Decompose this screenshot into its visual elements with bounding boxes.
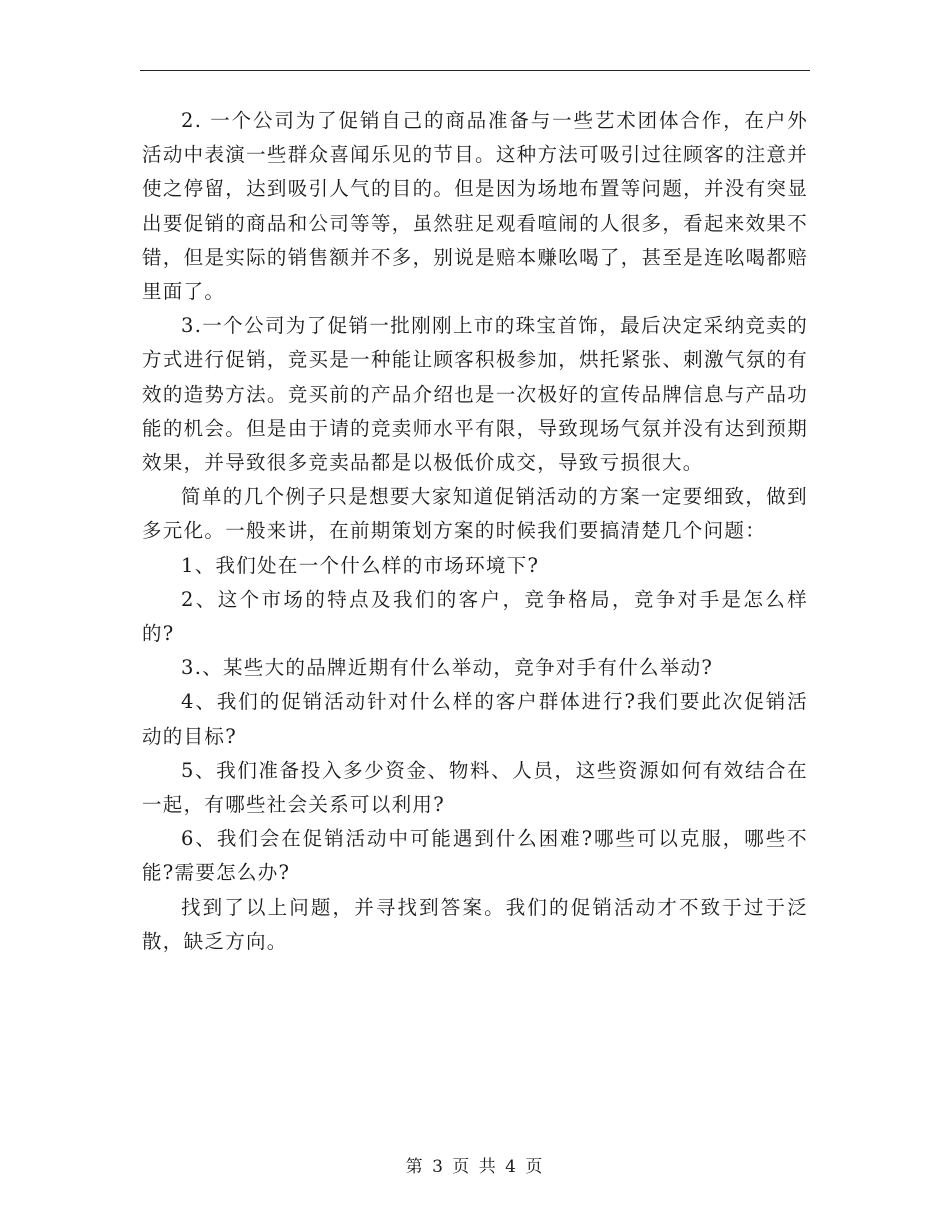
paragraph-conclusion: 找到了以上问题，并寻找到答案。我们的促销活动才不致于过于泛散，缺乏方向。 <box>142 895 808 953</box>
header-rule <box>140 70 810 71</box>
document-body <box>142 104 808 959</box>
page-number-footer: 第 3 页 共 4 页 <box>405 1157 545 1177</box>
paragraph-summary: 简单的几个例子只是想要大家知道促销活动的方案一定要细致，做到多元化。一般来讲，在前期策划方案的时候我们要搞清楚几个问题： <box>142 485 808 543</box>
question-item-5: 5、我们准备投入多少资金、物料、人员，这些资源如何有效结合在一起，有哪些社会关系可以利用? <box>142 758 808 817</box>
question-item-1: 1、我们处在一个什么样的市场环境下? <box>181 553 540 577</box>
paragraph-example-2: 2. 一个公司为了促销自己的商品准备与一些艺术团体合作，在户外活动中表演一些群众喜闻乐见的节目。这种方法可吸引过往顾客的注意并使之停留，达到吸引人气的目的。但是因为场地布置等问题，并没有突显出要促销的商品和公司等等，虽然驻足观看喧闹的人很多，看起来效果不错，但是实际的销售额并不多，别说是赔本赚吆喝了，甚至是连吆喝都赔里面了。 <box>142 109 808 304</box>
paragraph-example-3: 3.一个公司为了促销一批刚刚上市的珠宝首饰，最后决定采纳竞卖的方式进行促销，竞买是一种能让顾客积极参加，烘托紧张、刺激气氛的有效的造势方法。竞买前的产品介绍也是一次极好的宣传品牌信息与产品功能的机会。但是由于请的竞卖师水平有限，导致现场气氛并没有达到预期效果，并导致很多竞卖品都是以极低价成交，导致亏损很大。 <box>142 314 808 475</box>
question-item-6: 6、我们会在促销活动中可能遇到什么困难?哪些可以克服，哪些不能?需要怎么办? <box>142 827 808 885</box>
question-item-3: 3.、某些大的品牌近期有什么举动，竞争对手有什么举动? <box>181 656 714 680</box>
question-item-4: 4、我们的促销活动针对什么样的客户群体进行?我们要此次促销活动的目标? <box>142 690 808 748</box>
question-item-2: 2、这个市场的特点及我们的客户，竞争格局，竞争对手是怎么样的? <box>142 587 808 646</box>
